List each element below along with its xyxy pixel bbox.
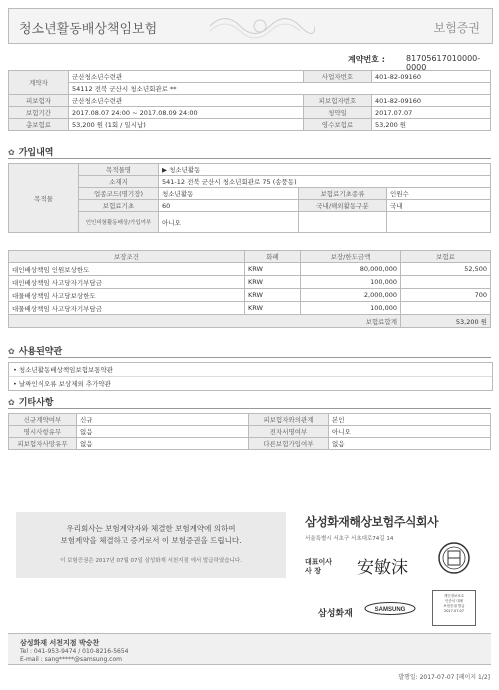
period-value: 2017.08.07 24:00 ~ 2017.08.09 24:00: [69, 107, 304, 119]
stamp-line: 개인정보보호: [443, 594, 465, 598]
industry-code-label: 업종코드(명기장): [79, 188, 159, 200]
other-insurance: 없음: [329, 438, 491, 450]
section-divider: [8, 357, 491, 358]
section-other-heading: [8, 395, 491, 409]
e-sign-label: 전자서명여부: [249, 426, 329, 438]
death: 없음: [77, 438, 249, 450]
section-terms-heading: [8, 344, 491, 358]
list-item: • 날짜인식오류 보상제외 추가약관: [13, 380, 111, 388]
currency-header: 화폐: [245, 251, 301, 263]
coverage-premium: 52,500: [401, 263, 491, 276]
join-flag-label: 인인비험활동배상/가입여부: [79, 212, 159, 233]
total-label: 보험료합계: [9, 315, 401, 328]
coverage-name: 대인배상책임 사고당자기부담금: [9, 276, 245, 289]
section-flower-icon: ✿: [8, 398, 15, 407]
agent-tel: Tel : 041-953-9474 / 010-8216-5654: [20, 648, 129, 655]
coverage-name: 대물배상책임 사고당자기부담금: [9, 302, 245, 315]
brand-logo: 삼성화재: [318, 609, 353, 619]
section-divider: [8, 408, 491, 409]
policy-number-row: [8, 48, 491, 72]
insured-name: 군산청소년수련관: [69, 95, 304, 107]
received-premium-label: 영수보험료: [304, 119, 372, 131]
agent-footer: [8, 633, 491, 665]
ceo-title: [305, 558, 332, 576]
coverage-currency: KRW: [245, 263, 301, 276]
location-value: 541-12 전북 군산시 청소년회관로 75 (송풍동): [159, 176, 491, 188]
limit-header: 보장/한도금액: [301, 251, 401, 263]
section-enroll-heading: [8, 145, 491, 159]
samsung-text: SAMSUNG: [374, 607, 406, 613]
new-contract-label: 신규계약여부: [9, 414, 77, 426]
received-premium: 53,200 원: [372, 119, 491, 131]
insured-no: 401-82-09160: [372, 95, 491, 107]
total-premium-label: 총보험료: [9, 119, 69, 131]
coverage-currency: KRW: [245, 276, 301, 289]
object-label: 목적물: [9, 164, 79, 233]
contractor-address: 54112 전북 군산시 청소년회관로 **: [69, 83, 491, 95]
premium-basis-type: 인원수: [387, 188, 491, 200]
apply-date-label: 청약일: [304, 107, 372, 119]
coverage-limit: 100,000: [301, 276, 401, 289]
policy-number: 81705617010000-0000: [406, 54, 481, 72]
section-divider: [8, 158, 491, 159]
terms-list: [8, 362, 493, 391]
disclosure-label: 명시사항유무: [9, 426, 77, 438]
contractor-name: 군산청소년수련관: [69, 71, 304, 83]
industry-code: 청소년활동: [159, 188, 299, 200]
privacy-certification-stamp: [432, 590, 476, 626]
apply-date: 2017.07.07: [372, 107, 491, 119]
ceo-signature: 安敏沫: [357, 558, 408, 578]
death-label: 피보험자사망유무: [9, 438, 77, 450]
company-address: 서울특별시 서초구 서초대로74길 14: [305, 536, 394, 542]
section-enroll-title: 가입내역: [18, 148, 54, 158]
coverage-limit: 80,000,000: [301, 263, 401, 276]
company-name: 삼성화재해상보험주식회사: [305, 515, 439, 529]
object-name: ▶ 청소년활동: [159, 164, 491, 176]
policy-number-label: 계약번호 :: [348, 55, 385, 64]
ceo-label-2: 사 장: [305, 567, 321, 575]
contractor-label: 계약자: [9, 71, 69, 95]
header-ornament: [205, 9, 315, 43]
coverage-header: 보장조건: [9, 251, 245, 263]
premium-basis-label: 보험료기초: [79, 200, 159, 212]
business-no-label: 사업자번호: [304, 71, 372, 83]
agent-name: 삼성화재 서천지점 박승찬: [20, 639, 100, 647]
issuance-notice: [16, 512, 286, 578]
company-block: [305, 513, 485, 578]
agent-email: E-mail : sang*****@samsung.com: [20, 656, 122, 663]
section-other-title: 기타사항: [18, 398, 54, 408]
premium-basis: 60: [159, 200, 299, 212]
document-header: [8, 8, 493, 44]
notice-line-3: 이 보험증권은 2017년 07월 07일 삼성화재 서천지점 에서 발급하였습니다.: [60, 558, 242, 564]
join-flag: 아니오: [159, 212, 299, 233]
document-type: 보험증권: [433, 21, 480, 35]
new-contract: 신규: [77, 414, 249, 426]
coverage-currency: KRW: [245, 302, 301, 315]
notice-line-2: 보험계약을 체결하고 증거로서 이 보험증권을 드립니다.: [60, 536, 242, 545]
coverage-currency: KRW: [245, 289, 301, 302]
company-seal-icon: [437, 541, 471, 575]
domestic-label: 국내/해외활동구분: [299, 200, 387, 212]
table-row: [9, 289, 491, 302]
coverage-limit: 100,000: [301, 302, 401, 315]
table-row: [9, 263, 491, 276]
stamp-line: 인증서 대체: [444, 599, 464, 603]
relation: 본인: [329, 414, 491, 426]
coverage-limit: 2,000,000: [301, 289, 401, 302]
enroll-table: [8, 163, 491, 233]
coverage-name: 대물배상책임 사고당보상한도: [9, 289, 245, 302]
samsung-logo: [364, 602, 416, 615]
issue-date: 발행일: 2017-07-07 [페이지 1/2]: [398, 674, 490, 681]
other-table: [8, 413, 491, 450]
premium-header: 보험료: [401, 251, 491, 263]
relation-label: 피보험자와의관계: [249, 414, 329, 426]
total-premium: 53,200 원 (1회 / 일시납): [69, 119, 304, 131]
coverage-table: [8, 250, 491, 328]
object-name-label: 목적물명: [79, 164, 159, 176]
business-no: 401-82-09160: [372, 71, 491, 83]
notice-line-1: 우리회사는 보험계약자와 체결한 보험계약에 의하여: [66, 524, 236, 533]
e-sign: 아니오: [329, 426, 491, 438]
contract-info-table: [8, 70, 491, 131]
stamp-line: 2017.07.07: [443, 609, 465, 613]
list-item: • 청소년활동배상책임보험보통약관: [9, 363, 492, 377]
insured-label: 피보험자: [9, 95, 69, 107]
period-label: 보험기간: [9, 107, 69, 119]
table-row: [9, 276, 491, 289]
domestic-value: 국내: [387, 200, 491, 212]
location-label: 소재지: [79, 176, 159, 188]
section-terms-title: 사용된약관: [18, 347, 63, 357]
coverage-premium: 700: [401, 289, 491, 302]
coverage-premium: [401, 276, 491, 289]
disclosure: 없음: [77, 426, 249, 438]
insured-no-label: 피보험자번호: [304, 95, 372, 107]
document-title: 청소년활동배상책임보험: [19, 22, 158, 37]
coverage-name: 대인배상책임 인원보상한도: [9, 263, 245, 276]
stamp-line: 보험증권 발급: [443, 604, 465, 608]
premium-basis-type-label: 보험료기초종류: [299, 188, 387, 200]
ceo-label-1: 대표이사: [305, 558, 333, 566]
section-flower-icon: ✿: [8, 148, 15, 157]
section-flower-icon: ✿: [8, 347, 15, 356]
other-insurance-label: 다른보험가입여부: [249, 438, 329, 450]
table-row: [9, 302, 491, 315]
total-value: 53,200 원: [401, 315, 491, 328]
coverage-premium: [401, 302, 491, 315]
